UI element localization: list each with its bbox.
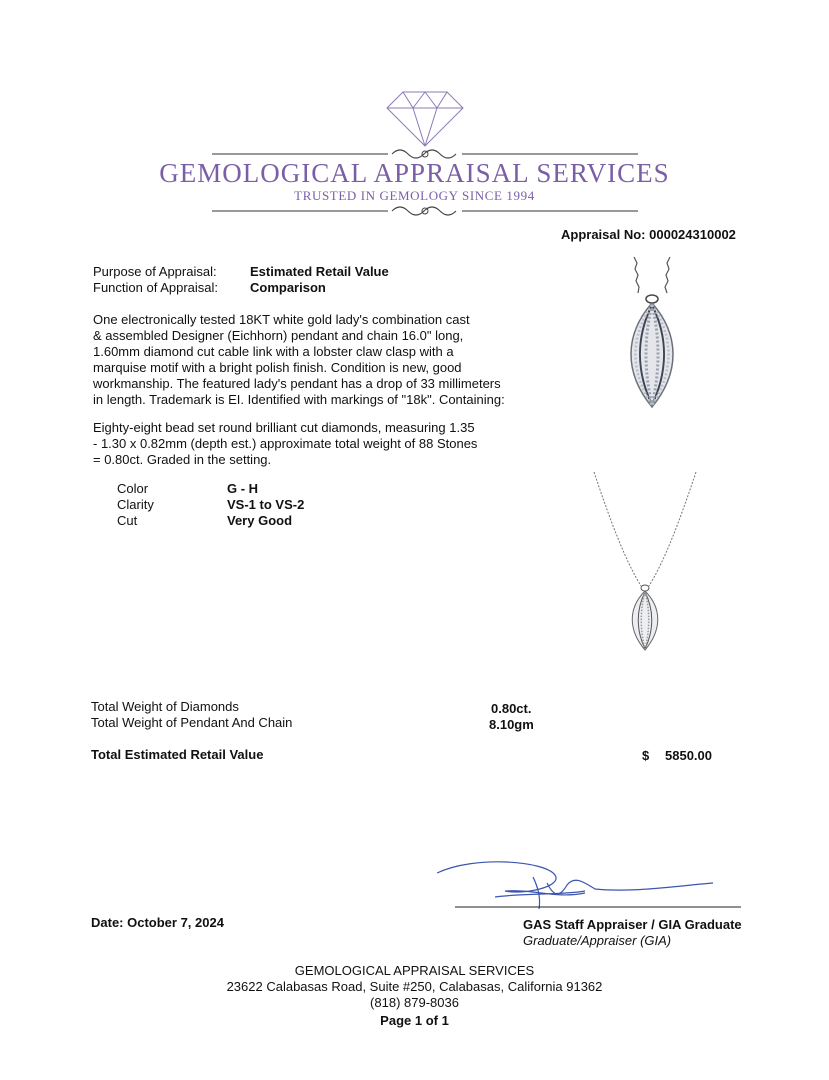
pendant-weight-value: 8.10gm	[489, 717, 534, 732]
description-line: in length. Trademark is EI. Identified with markings of "18k". Containing:	[93, 392, 505, 407]
function-label: Function of Appraisal:	[93, 280, 219, 295]
pendant-chain-photo	[590, 470, 700, 660]
description-line: marquise motif with a bright polish finish. Condition is new, good	[93, 360, 462, 375]
page-number: Page 1 of 1	[380, 1013, 449, 1028]
grading-clarity-value: VS-1 to VS-2	[227, 497, 305, 512]
company-tagline: TRUSTED IN GEMOLOGY SINCE 1994	[294, 188, 535, 203]
purpose-label: Purpose of Appraisal:	[93, 264, 217, 279]
footer-phone: (818) 879-8036	[370, 995, 459, 1010]
description-line: & assembled Designer (Eichhorn) pendant and chain 16.0" long,	[93, 328, 464, 343]
footer-company: GEMOLOGICAL APPRAISAL SERVICES	[294, 963, 535, 978]
function-value: Comparison	[250, 280, 326, 295]
grading-cut-label: Cut	[117, 513, 138, 528]
diamond-logo-icon	[385, 88, 465, 148]
purpose-value: Estimated Retail Value	[250, 264, 389, 279]
pendant-closeup-photo	[612, 255, 692, 415]
company-logo-title: GEMOLOGICAL APPRAISAL SERVICES	[159, 158, 670, 188]
appraiser-signature	[435, 855, 745, 915]
description-line: workmanship. The featured lady's pendant has a drop of 33 millimeters	[93, 376, 501, 391]
stones-line: - 1.30 x 0.82mm (depth est.) approximate total weight of 88 Stones	[93, 436, 478, 451]
diamonds-weight-value: 0.80ct.	[491, 701, 532, 716]
appraisal-number-value: 000024310002	[649, 227, 736, 242]
logo-ornament-bottom	[212, 203, 638, 219]
description-line: One electronically tested 18KT white gold lady's combination cast	[93, 312, 470, 327]
grading-clarity-label: Clarity	[117, 497, 154, 512]
appraisal-number-label: Appraisal No:	[561, 227, 646, 242]
grading-cut-value: Very Good	[227, 513, 293, 528]
stones-line: Eighty-eight bead set round brilliant cut diamonds, measuring 1.35	[93, 420, 475, 435]
grading-color-value: G - H	[227, 481, 259, 496]
description-line: 1.60mm diamond cut cable link with a lobster claw clasp with a	[93, 344, 454, 359]
stones-line: = 0.80ct. Graded in the setting.	[93, 452, 272, 467]
stones-description	[93, 420, 533, 468]
appraiser-title: GAS Staff Appraiser / GIA Graduate	[523, 917, 742, 932]
footer-address: 23622 Calabasas Road, Suite #250, Calabasas, California 91362	[226, 979, 603, 994]
grading-color-label: Color	[117, 481, 149, 496]
diamonds-weight-label: Total Weight of Diamonds	[91, 699, 239, 714]
total-currency: $	[642, 748, 650, 763]
item-description	[93, 312, 533, 408]
appraisal-date: Date: October 7, 2024	[91, 915, 224, 930]
total-value-label: Total Estimated Retail Value	[91, 747, 264, 762]
appraisal-number	[561, 227, 736, 243]
pendant-weight-label: Total Weight of Pendant And Chain	[91, 715, 293, 730]
appraiser-subtitle: Graduate/Appraiser (GIA)	[523, 933, 672, 948]
total-amount: 5850.00	[665, 748, 712, 763]
